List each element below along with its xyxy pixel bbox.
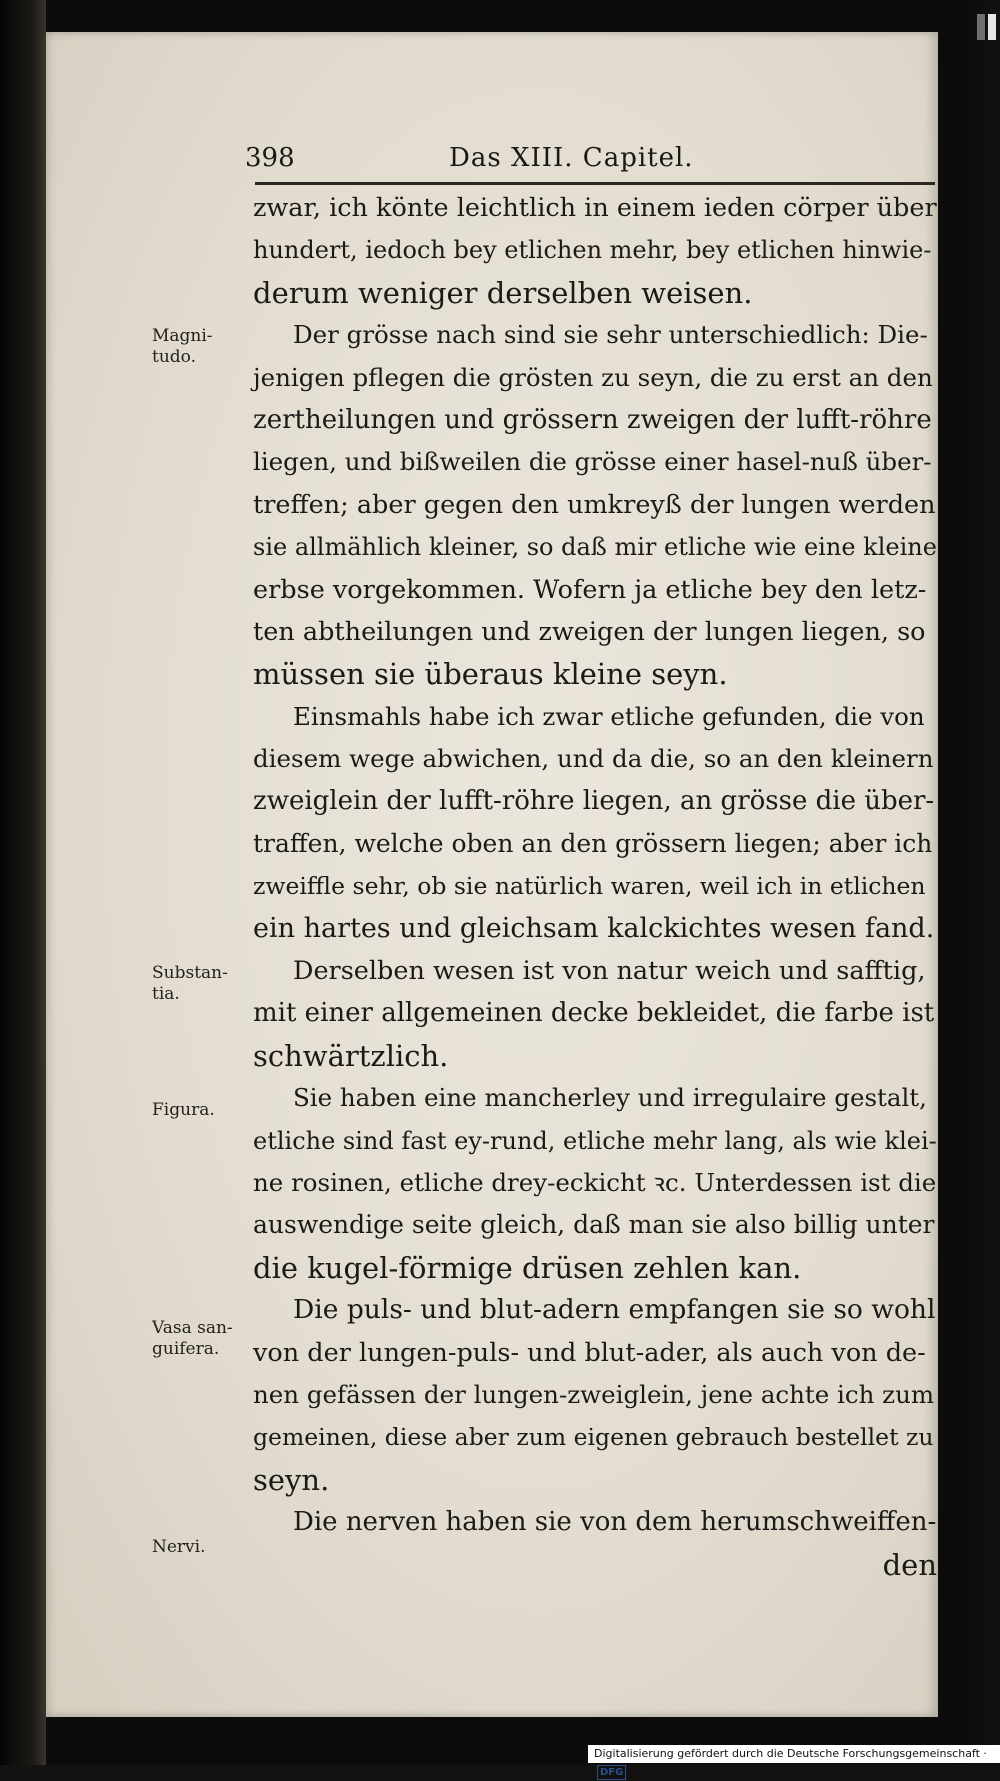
text-line: ne rosinen, etliche drey-eckicht ꝛc. Unterdessen ist die	[253, 1167, 937, 1197]
text-line: Derselben wesen ist von natur weich und safftig,	[293, 956, 926, 987]
margin-note-line: Substan-	[152, 963, 228, 983]
text-line: schwärtzlich.	[253, 1038, 449, 1073]
text-line: sie allmählich kleiner, so daß mir etliche wie eine kleine	[253, 533, 937, 562]
text-line: die kugel-förmige drüsen zehlen kan.	[253, 1250, 802, 1285]
text-line: Die puls- und blut-adern empfangen sie so wohl	[293, 1294, 936, 1326]
text-line: müssen sie überaus kleine seyn.	[253, 657, 728, 692]
text-line: jenigen pflegen die grösten zu seyn, die zu erst an den	[253, 362, 933, 392]
text-line: Sie haben eine mancherley und irregulaire gestalt,	[293, 1083, 927, 1113]
margin-note-line: tia.	[152, 984, 180, 1004]
text-line: etliche sind fast ey-rund, etliche mehr lang, als wie klei-	[253, 1126, 937, 1155]
text-line: ein hartes und gleichsam kalckichtes wesen fand.	[253, 912, 935, 944]
text-line: mit einer allgemeinen decke bekleidet, die farbe ist	[253, 998, 935, 1029]
text-line: Einsmahls habe ich zwar etliche gefunden, die von	[293, 701, 925, 731]
text-line: diesem wege abwichen, und da die, so an den kleinern	[253, 744, 934, 774]
text-line: zwar, ich könte leichtlich in einem ieden cörper über	[253, 193, 937, 223]
margin-note-line: Nervi.	[152, 1537, 206, 1557]
text-line: derum weniger derselben weisen.	[253, 275, 753, 310]
text-line: ten abtheilungen und zweigen der lungen liegen, so	[253, 616, 926, 647]
text-line: hundert, iedoch bey etlichen mehr, bey etlichen hinwie-	[253, 236, 932, 265]
dfg-logo: DFG	[597, 1765, 626, 1780]
text-line: nen gefässen der lungen-zweiglein, jene achte ich zum	[253, 1379, 935, 1409]
book-binding-edge	[0, 0, 46, 1765]
text-line: von der lungen-puls- und blut-ader, als auch von de-	[253, 1337, 926, 1368]
text-line: treffen; aber gegen den umkreyß der lungen werden	[253, 489, 936, 520]
text-line: gemeinen, diese aber zum eigenen gebrauch bestellet zu	[253, 1423, 934, 1452]
margin-note-line: Magni-	[152, 326, 213, 346]
text-line: seyn.	[253, 1462, 330, 1497]
header-rule	[255, 182, 935, 185]
digitization-footer	[588, 1745, 1000, 1778]
page-header	[245, 143, 930, 181]
text-line: zweiglein der lufft-röhre liegen, an grösse die über-	[253, 786, 935, 817]
catchword: den	[882, 1547, 937, 1582]
margin-note-figura	[152, 1100, 254, 1121]
text-line: auswendige seite gleich, daß man sie also billig unter	[253, 1210, 935, 1240]
text-line: zertheilungen und grössern zweigen der lufft-röhre	[253, 404, 932, 435]
margin-note-line: Vasa san-	[152, 1318, 233, 1338]
color-calibration-tab	[977, 14, 985, 40]
scan-right-edge	[955, 0, 1000, 1765]
text-line: zweiffle sehr, ob sie natürlich waren, weil ich in etlichen	[253, 872, 926, 901]
page-number: 398	[245, 143, 295, 173]
body-text	[253, 187, 937, 1586]
text-line: Der grösse nach sind sie sehr unterschiedlich: Die-	[293, 320, 928, 350]
margin-note-line: guifera.	[152, 1339, 220, 1359]
running-title: Das XIII. Capitel.	[449, 143, 694, 173]
margin-note-vasa-sanguifera	[152, 1318, 254, 1360]
footer-text: Digitalisierung gefördert durch die Deutsche Forschungsgemeinschaft ·	[594, 1747, 987, 1760]
text-line: traffen, welche oben an den grössern liegen; aber ich	[253, 828, 933, 858]
margin-note-substantia	[152, 963, 254, 1005]
margin-note-line: Figura.	[152, 1100, 215, 1120]
margin-note-magnitudo	[152, 326, 254, 368]
text-line: Die nerven haben sie von dem herumschweiffen-	[293, 1507, 937, 1538]
margin-note-nervi	[152, 1537, 254, 1558]
color-calibration-tab-light	[988, 14, 996, 40]
text-line: erbse vorgekommen. Wofern ja etliche bey den letz-	[253, 574, 927, 605]
text-line: liegen, und bißweilen die grösse einer hasel-nuß über-	[253, 447, 932, 477]
margin-note-line: tudo.	[152, 347, 197, 367]
